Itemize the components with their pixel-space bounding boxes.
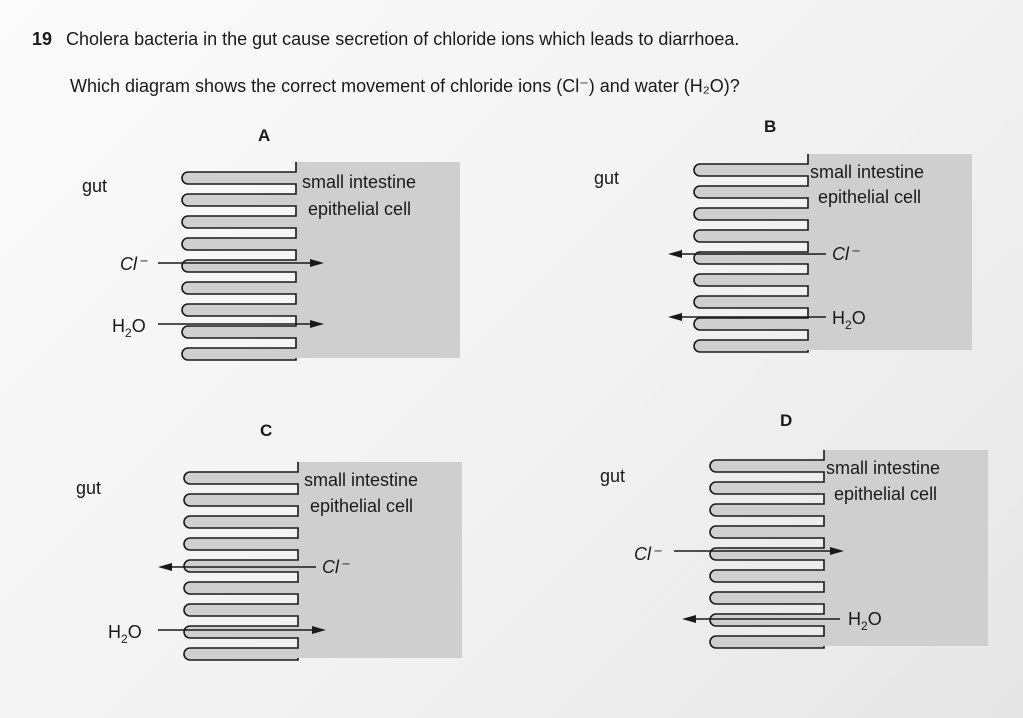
tissue-label-line-2: epithelial cell bbox=[308, 199, 412, 219]
question-stem: Cholera bacteria in the gut cause secretion of chloride ions which leads to diarrhoea. bbox=[66, 29, 740, 49]
question-number: 19 bbox=[32, 29, 53, 49]
option-c-label: C bbox=[260, 421, 273, 440]
option-d-label: D bbox=[780, 411, 793, 430]
water-arrowhead bbox=[682, 615, 696, 623]
question-line-2: Which diagram shows the correct movement of chloride ions (Cl⁻) and water (H₂O)? bbox=[70, 76, 740, 96]
water-arrowhead bbox=[668, 313, 682, 321]
water-label: $H_2O$ bbox=[848, 609, 882, 633]
chloride-arrowhead bbox=[158, 563, 172, 571]
question-line-1 bbox=[32, 29, 739, 50]
diagram-d bbox=[598, 448, 998, 653]
chloride-label: Cl⁻ bbox=[120, 254, 147, 274]
water-label: $H_2O$ bbox=[112, 316, 146, 340]
diagram-a bbox=[70, 160, 470, 365]
water-label: $H_2O$ bbox=[832, 308, 866, 332]
tissue-label-line-2: epithelial cell bbox=[818, 187, 922, 207]
gut-label: gut bbox=[82, 176, 108, 196]
tissue-label-line-2: epithelial cell bbox=[834, 484, 938, 504]
tissue-label-line-1: small intestine bbox=[826, 458, 941, 478]
chloride-label: Cl⁻ bbox=[322, 557, 349, 577]
tissue-label-line-1: small intestine bbox=[810, 162, 925, 182]
tissue-label-line-2: epithelial cell bbox=[310, 496, 414, 516]
tissue-label-line-1: small intestine bbox=[304, 470, 419, 490]
gut-label: gut bbox=[594, 168, 620, 188]
water-label: $H_2O$ bbox=[108, 622, 142, 646]
tissue-label-line-1: small intestine bbox=[302, 172, 417, 192]
diagram-c bbox=[72, 460, 472, 665]
gut-label: gut bbox=[76, 478, 102, 498]
gut-label: gut bbox=[600, 466, 626, 486]
chloride-label: Cl⁻ bbox=[832, 244, 859, 264]
diagram-b bbox=[582, 152, 982, 357]
chloride-arrowhead bbox=[668, 250, 682, 258]
chloride-label: Cl⁻ bbox=[634, 544, 661, 564]
option-a-label: A bbox=[258, 126, 271, 145]
option-b-label: B bbox=[764, 117, 777, 136]
